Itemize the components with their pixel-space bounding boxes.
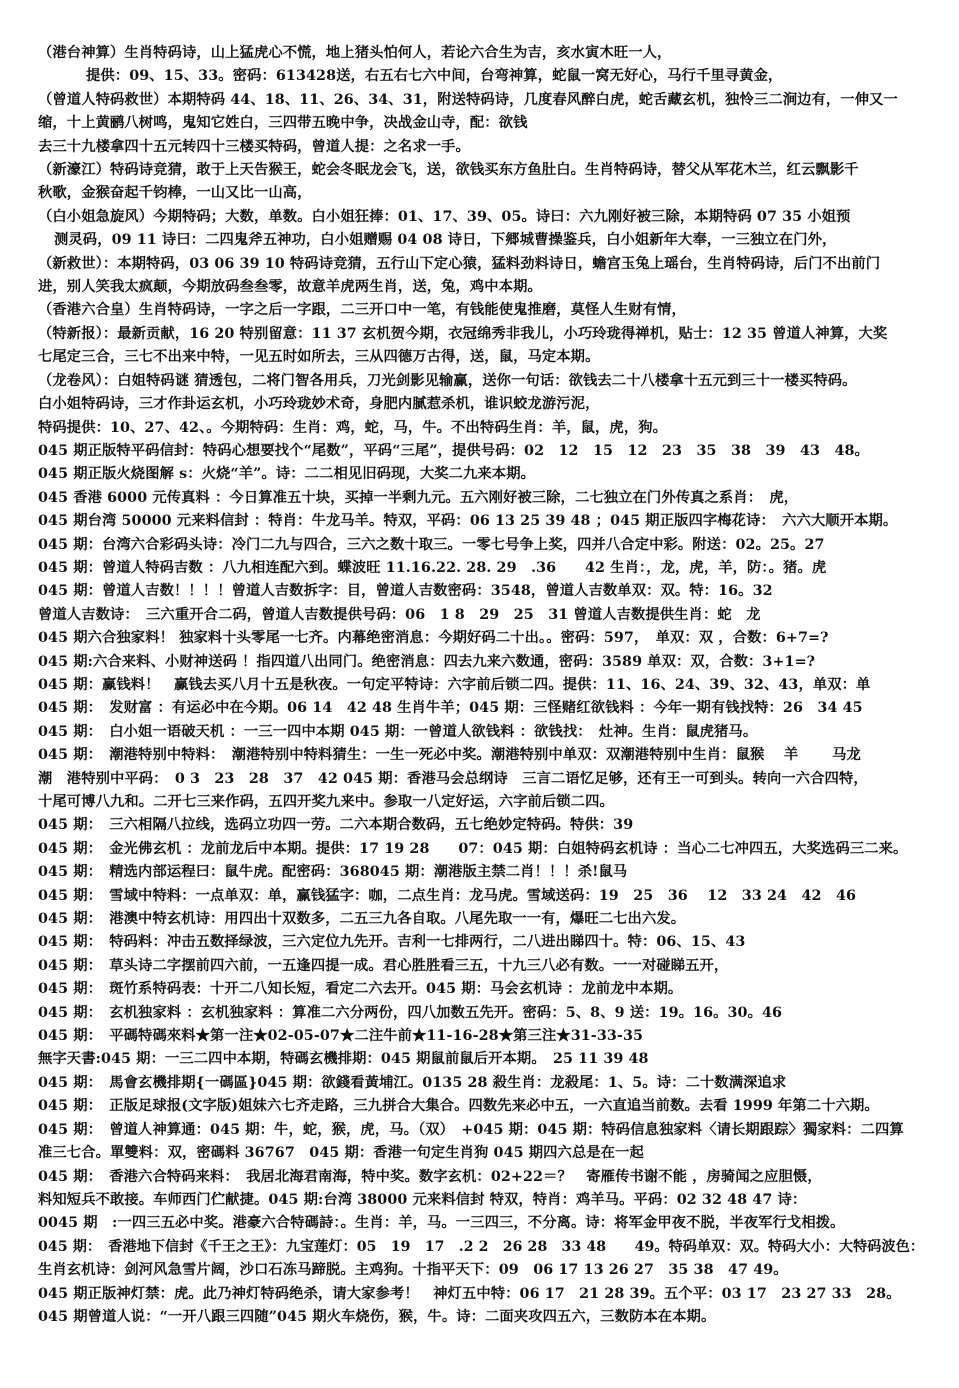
text-line: 045 期： 斑竹系特码表：十开二八知长短，看定二六去开。045 期：马会玄机诗 ：龙前龙中本期。 — [38, 981, 683, 998]
text-line: 白小姐特码诗，三才作卦运玄机，小巧玲珑妙术奇，身肥内腻惹杀机，谁识蛟龙游污泥， — [38, 396, 600, 413]
text-line: 045 期： 玄机独家料 ：玄机独家料 ：算准二六分两份，四八加数五先开。密码：5、8、9 送：19。16。30。46 — [38, 1004, 783, 1021]
text-line: 045 期： 正版足球报(文字版)姐妹六七齐走路，三九拼合大集合。四数先来必中五，一六直追当前数。去看 1999 年第二十六期。 — [38, 1098, 879, 1115]
text-line: 045 期：赢钱料！ 赢钱去买八月十五是秋夜。一句定平特诗：六字前后锁二四。提供：11、16、24、39、32、43，单双：单 — [38, 676, 871, 693]
text-line: 045 期正版神灯禁：虎。此乃神灯特码绝杀，请大家参考！ 神灯五中特：06 17 21 28 39。五个平：03 17 23 27 33 28。 — [38, 1285, 901, 1302]
text-line: 045 期：曾道人特码吉数 ：八九相连配六到。蝶波旺 11.16.22. 28. 29 .36 42 生肖：，龙，虎，羊，防：。猪。虎 — [38, 559, 827, 576]
text-line: 测灵码，09 11 诗曰：二四鬼斧五神功，白小姐赠赐 04 08 诗日，下郷城曹操鉴兵，白小姐新年大奉，一三独立在门外， — [54, 232, 837, 249]
text-line: 045 期： 港澳中特玄机诗：用四出十双数多，二五三九各自取。八尾先取一一有，爆旺二七出六发。 — [38, 911, 686, 928]
text-line: 045 期： 精选内部运程曰：鼠牛虎。配密码：368045 期：潮港版主禁二肖！！！杀!鼠马 — [38, 864, 628, 881]
text-line: 045 期： 潮港特别中特料： 潮港特别中特料猜生：一生一死必中奖。潮港特别中单双：双潮港特别中生肖：鼠猴 羊 马龙 — [38, 747, 861, 764]
text-line: （白小姐急旋风）今期特码；大数，单数。白小姐狂捧：01、17、39、05。诗曰：六九刚好被三除，本期特码 07 35 小姐预 — [38, 208, 851, 225]
text-line: 045 期： 草头诗二字摆前四六前，一五逢四提一成。君心胜胜看三五，十九三八必有数。一一对碰睇五开， — [38, 957, 729, 974]
text-line: 045 期：台湾六合彩码头诗：冷门二九与四合，三六之数十取三。一零七号争上奖，四并八合定中彩。附送：02。25。27 — [38, 536, 825, 553]
text-line: 045 期： 馬會玄機排期{一碼區}045 期：欲錢看黃埔江。0135 28 殺生肖：龙殺尾：1、5。诗：二十数满深追求 — [38, 1074, 787, 1091]
text-line: 045 期： 金光佛玄机 ：龙前龙后中本期。提供：17 19 28 07：045 期：白姐特码玄机诗 ：当心二七冲四五，大奖选码三二来。 — [38, 840, 908, 857]
text-line: 045 香港 6000 元传真料 ：今日算准五十块，买掉一半剩九元。五六刚好被三除，二七独立在门外传真之系肖： 虎， — [38, 489, 799, 506]
text-line: （香港六合皇）生肖特码诗，一字之后一字跟，二三开口中一笔，有钱能使鬼推磨，莫怪人生财有情， — [38, 302, 686, 319]
text-line: 045 期： 曾道人神算通：045 期：牛，蛇，猴，虎，马。（双） +045 期：045 期：特码信息独家料〈请长期跟踪〉獨家料：二四算 — [38, 1121, 904, 1138]
text-line: 045 期正版火烧图解 s：火烧“羊”。诗：二二相见旧码现，大奖二九来本期。 — [38, 466, 535, 483]
text-line: 045 期： 三六相隔八拉线，选码立功四一劳。二六本期合数码，五七绝妙定特码。特供：39 — [38, 817, 634, 834]
text-line: 提供：09、15、33。密码：613428送，右五右七六中间，台弯神算，蛇鼠一窝无好心，马行千里寻黄金， — [86, 68, 783, 85]
text-line: 045 期曾道人说：“一开八跟三四随”045 期火车烧伤，猴，牛。诗：二面夹攻四五六，三数防本在本期。 — [38, 1308, 716, 1325]
text-line: 045 期： 平碼特碼來料★第一注★02-05-07★二注牛前★11-16-28★第三注★31-33-35 — [38, 1028, 644, 1045]
text-line: 潮 港特别中平码： 0 3 23 28 37 42 045 期：香港马会总纲诗 三言二语忆足够，还有王一可到头。转向一六合四特， — [38, 770, 868, 787]
text-line: 045 期:六合来料、小财神送码 ！指四道八出同门。绝密消息：四去九来六数通，密码：3589 单双：双，合数：3+1=? — [38, 653, 816, 670]
text-line: 045 期： 雪域中特料：一点单双：单，赢钱猛字：咖，二点生肖：龙马虎。雪域送码：19 25 36 12 33 24 42 46 — [38, 887, 857, 904]
text-line: 缩，十上黄鹂八树鸣，鬼知它姓白，三四带五晚中争，决战金山寺，配：欲钱 — [38, 115, 528, 132]
text-line: 045 期： 白小姐一语破天机 ：一三一四中本期 045 期：一曾道人欲钱料 ：欲钱找： 灶神。生肖：鼠虎猪马。 — [38, 723, 758, 740]
text-line: （龙卷风）：白姐特码谜 猜透包，二将门智各用兵，刀光剑影见输赢，送你一句话：欲钱去二十八楼拿十五元到三十一楼买特码。 — [38, 372, 857, 389]
text-line: （特新报）：最新贡献，16 20 特别留意：11 37 玄机贺今期，衣冠绵秀非我儿，小巧玲珑得禅机，贴士：12 35 曾道人神算，大奖 — [38, 325, 888, 342]
text-line: 0045 期 :一四三五必中奖。港豪六合特碼詩：。生肖：羊，马。一三四三，不分离。诗：将军金甲夜不脱，半夜军行戈相拨。 — [38, 1215, 845, 1232]
text-line: 045 期正版特平码信封：特码心想要找个“尾数”，平码“三尾”，提供号码：02 12 15 12 23 35 38 39 43 48。 — [38, 442, 869, 459]
text-line: （新救世）：本期特码，03 06 39 10 特码诗竞猜，五行山下定心猿，猛料劲料诗日，蟾宫玉兔上瑶台，生肖特码诗，后门不出前门 — [38, 255, 881, 272]
text-line: 生肖玄机诗：剑河风急雪片阔，沙口石冻马蹄脱。主鸡狗。十指平天下：09 06 17 13 26 27 35 38 47 49。 — [38, 1262, 788, 1279]
text-line: （新濠江）特码诗竞猜，敢于上天告猴王，蛇会冬眠龙会飞，送，欲钱买东方鱼肚白。生肖特码诗，替父从军花木兰，红云飘影千 — [38, 162, 859, 179]
text-line: 曾道人吉数诗： 三六重开合二码，曾道人吉数提供号码：06 1 8 29 25 31 曾道人吉数提供生肖：蛇 龙 — [38, 606, 761, 623]
text-line: 045 期：曾道人吉数！！！！曾道人吉数拆字：目，曾道人吉数密码：3548，曾道人吉数单双：双。特：16。32 — [38, 583, 773, 600]
text-line: 045 期： 香港地下信封《千王之王》：九宝莲灯：05 19 17 .2 2 26 28 33 48 49。特码单双：双。特码大小：大特码波色： — [38, 1238, 925, 1255]
text-line: （曾道人特码救世）本期特码 44、18、11、26、34、31，附送特码诗，几度春风醉白虎，蛇舌藏玄机，独怜三二涧边有，一伸又一 — [38, 91, 898, 108]
text-line: 無字天書:045 期：一三二四中本期，特碼玄機排期：045 期鼠前鼠后开本期。 25 11 39 48 — [38, 1051, 649, 1068]
text-line: （港台神算）生肖特码诗，山上猛虎心不慌，地上猪头怕何人，若论六合生为吉，亥水寅木旺一人， — [38, 45, 672, 61]
text-line: 045 期： 香港六合特码来料： 我居北海君南海，特中奖。数字玄机：02+22＝？ 寄雁传书谢不能 ，房骑闻之应胆慑， — [38, 1168, 822, 1185]
text-line: 七尾定三合，三七不出来中特，一见五时如所去，三从四德万古得，送，鼠，马定本期。 — [38, 349, 600, 366]
text-line: 准三七合。單雙料：双，密碼料 36767 045 期：香港一句定生肖狗 045 期四六总是在一起 — [38, 1145, 644, 1162]
text-line: 进，别人笑我太疯颠，今期放码叁叁零，故意羊虎两生肖，送，兔，鸡中本期。 — [38, 279, 542, 296]
text-line: 045 期： 发财富 ：有运必中在今期。06 14 42 48 生肖牛羊；045 期：三怪赌红欲钱料 ：今年一期有钱找特：26 34 45 — [38, 700, 863, 717]
text-line: 去三十九楼拿四十五元转四十三楼买特码，曾道人提：之名求一手。 — [38, 138, 470, 155]
text-line: 料知短兵不敢接。车师西门伫献捷。045 期:台湾 38000 元来料信封 特双，特肖：鸡羊马。平码：02 32 48 47 诗： — [38, 1191, 807, 1208]
text-line: 045 期台湾 50000 元来料信封 ：特肖：牛龙马羊。特双，平码：06 13 25 39 48 ；045 期正版四字梅花诗： 六六大顺开本期。 — [38, 513, 898, 530]
text-line: 特码提供：10、27、42、。今期特码：生肖：鸡，蛇，马，牛。不出特码生肖：羊，鼠，虎，狗。 — [38, 419, 668, 436]
text-line: 十尾可博八九和。二开七三来作码，五四开奖九来中。参取一八定好运，六字前后锁二四。 — [38, 794, 614, 810]
text-line: 045 期六合独家料！ 独家料十头零尾一七齐。内幕绝密消息：今期好码二十出。。密码：597， 单双：双 ，合数：6+7=? — [38, 630, 829, 647]
text-line: 秋歌，金猴奋起千钧棒，一山又比一山高， — [38, 185, 312, 202]
text-line: 045 期： 特码料：冲击五数择绿波，三六定位九先开。吉利一七排两行，二八进出睇四十。特：06、15、43 — [38, 934, 746, 951]
